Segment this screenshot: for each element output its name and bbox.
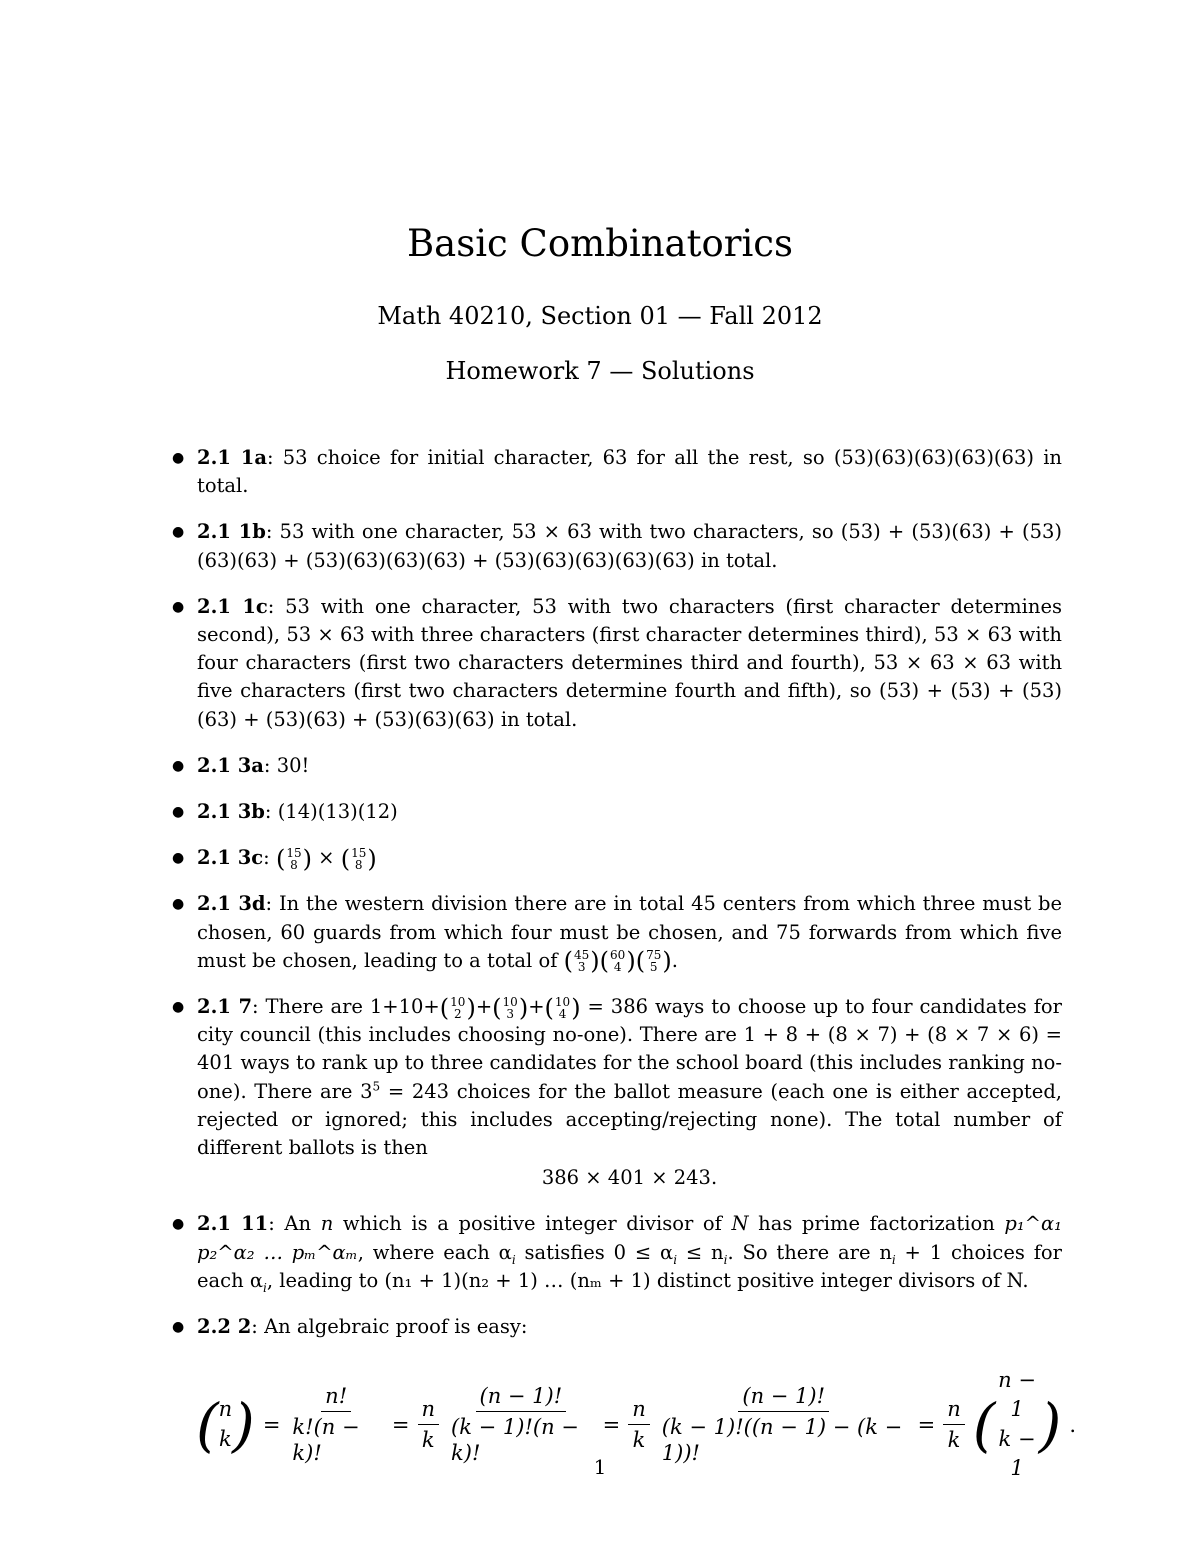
item-label: 2.1 1a <box>197 446 267 469</box>
bullet-icon: ● <box>172 1216 185 1233</box>
denominator: k <box>421 1428 435 1453</box>
exponent: 5 <box>372 1079 381 1094</box>
binom-bottom: 3 <box>577 960 586 975</box>
page-title: Basic Combinatorics <box>406 222 793 265</box>
equals-sign: = <box>602 1412 621 1437</box>
solution-item-3c <box>172 844 1062 872</box>
numerator: (n − 1)! <box>738 1383 829 1412</box>
item-label: 2.1 3a <box>197 753 264 777</box>
item-text: ≤ n <box>677 1240 724 1264</box>
binomial: ( 10 4 ) <box>544 993 581 1022</box>
binomial-lhs: ( n k ) <box>196 1390 255 1459</box>
solution-item-1b <box>172 518 1062 574</box>
binom-bottom: 2 <box>453 1006 462 1021</box>
page-number: 1 <box>593 1455 607 1479</box>
fraction <box>943 1396 965 1454</box>
item-text: : 30! <box>263 753 310 777</box>
numerator: n! <box>321 1383 351 1412</box>
binom-top: 10 <box>554 994 571 1009</box>
binom-top: 10 <box>450 994 466 1009</box>
item-text: : (14)(13)(12) <box>264 800 398 824</box>
item-text: : In the western division there are in total 45 centers from which three must be chosen, 60 guards from which four must be chosen, and 75 forwards from which five must be chosen, leading to a total of <box>197 892 1063 972</box>
math-var: n <box>320 1212 334 1236</box>
equation-end: . <box>1069 1412 1077 1437</box>
binom-top: n <box>218 1397 233 1422</box>
solutions-list <box>172 444 1062 1341</box>
binomial: ( 75 5 ) <box>635 947 672 976</box>
prime-factorization: p₁^α₁ p₂^α₂ … pₘ^αₘ <box>197 1212 1062 1264</box>
bullet-icon: ● <box>172 524 185 541</box>
bullet-icon: ● <box>172 757 185 774</box>
bullet-icon: ● <box>172 1319 185 1336</box>
binom-top: n − 1 <box>998 1368 1036 1422</box>
binomial-identity-equation <box>196 1366 1077 1481</box>
bullet-icon: ● <box>172 850 185 867</box>
item-label: 2.1 3c <box>197 846 264 870</box>
binomial: ( 15 8 ) <box>340 844 377 873</box>
binom-top: 15 <box>286 845 302 860</box>
bullet-icon: ● <box>172 450 185 466</box>
item-label: 2.1 1c <box>197 594 268 618</box>
item-label: 2.1 7 <box>197 995 253 1019</box>
binomial: ( 45 3 ) <box>563 947 600 976</box>
binom-bottom: k − 1 <box>998 1426 1036 1481</box>
bullet-icon: ● <box>172 999 185 1016</box>
solution-item-2-2 <box>172 1313 1062 1341</box>
binom-bottom: k <box>219 1426 232 1451</box>
binom-top: 45 <box>574 948 590 963</box>
denominator: k!(n − k)! <box>292 1415 360 1466</box>
item-label: 2.1 3b <box>197 800 265 824</box>
binom-top: 10 <box>502 994 518 1009</box>
item-text: has prime factorization <box>748 1212 1005 1236</box>
item-text: : 53 with one character, 53 with two characters (first character determines second), 53 × 63 with three characters (first character determines third), 53 × 63 with four characters (first two characters determines third and fourth), 53 × 63 × 63 with five characters (first two characters determine fourth and fifth), so (53) + (53) + (53)(63) + (53)(63) + (53)(63)(63) in total. <box>197 594 1062 731</box>
binom-top: 15 <box>351 845 367 860</box>
numerator: n <box>943 1396 965 1425</box>
binomial: ( 10 3 ) <box>492 993 529 1022</box>
solution-item-1a <box>172 444 1062 500</box>
numerator: n <box>628 1396 650 1425</box>
item-text: : 53 choice for initial character, 63 for all the rest, so (53)(63)(63)(63)(63) in total. <box>197 446 1062 498</box>
solution-item-11: ● 2.1 11: An n which is a positive integer divisor of N has prime factorization p₁^α₁ p₂^α₂ … pₘ^αₘ, where each $\alpha_i$ satisfies $0 \le \alpha_i \le n_i$. So there are $n_i + 1$ choices for each $\alpha_i$, leading to (n₁ + 1)(n₂ + 1) … (nₘ + 1) distinct positive integer divisors of N. <box>172 1212 1062 1295</box>
binom-top: 60 <box>610 948 626 963</box>
binomial-rhs: ( n − 1 k − 1 ) <box>973 1366 1062 1484</box>
binom-bottom: 5 <box>649 960 658 975</box>
binomial: ( 10 2 ) <box>439 993 476 1022</box>
item-text: : An algebraic proof is easy: <box>251 1315 528 1339</box>
binom-bottom: 3 <box>506 1006 514 1021</box>
binomial: ( 15 8 ) <box>275 844 312 873</box>
item-sep: : <box>263 846 270 870</box>
math-var: N <box>731 1212 749 1236</box>
bullet-icon: ● <box>172 896 185 913</box>
denominator: k <box>632 1428 646 1453</box>
numerator: n <box>418 1396 440 1425</box>
binom-bottom: 8 <box>354 857 363 872</box>
binom-bottom: 4 <box>613 960 622 975</box>
item-text: satisfies 0 ≤ α <box>515 1240 674 1264</box>
denominator: k <box>947 1428 961 1453</box>
binom-bottom: 8 <box>290 857 298 872</box>
bullet-icon: ● <box>172 598 185 615</box>
item-text: = 243 choices for the ballot measure (each one is either accepted, rejected or ignored; this includes accepting/rejecting none). The total number of different ballots is then <box>197 1079 1062 1160</box>
item-text: = 386 ways to choose up to four candidates for city council (this includes choosing no-one). There are 1 + 8 + (8 × 7) + (8 × 7 × 6) = 401 ways to rank up to three candidates for the school board (this includes ranking no-one). There are 3 <box>197 995 1062 1103</box>
item-text: + 1 choices for each α <box>197 1240 1062 1292</box>
solution-item-1c <box>172 593 1062 734</box>
solution-item-7: ● 2.1 7: There are 1+10+ ( 10 2 ) + ( 10 3 ) + ( 10 4 ) = 386 ways to choose up to four candidates for city council (this includes choosing no-one). There are 1 + 8 + (8 × 7) + (8 × 7 × 6) = 401 ways to rank up to three candidates for the school board (this includes ranking no-one). There are $3^5 = 243$ choices for the ballot measure (each one is either accepted, rejected or ignored; this includes accepting/rejecting none). The total number of different ballots is then 386 × 401 × 243. <box>172 993 1062 1192</box>
times-op: × <box>318 846 335 870</box>
item-text: , leading to (n₁ + 1)(n₂ + 1) … (nₘ + 1) distinct positive integer divisors of N. <box>266 1268 1029 1292</box>
binom-bottom: 4 <box>558 1006 567 1021</box>
bullet-icon: ● <box>172 804 185 821</box>
item-label: 2.1 1b <box>197 520 266 544</box>
item-text: : 53 with one character, 53 × 63 with two characters, so (53) + (53)(63) + (53)(63)(63) + (53)(63)(63)(63) + (53)(63)(63)(63)(63) in total. <box>197 520 1062 572</box>
equals-sign: = <box>262 1412 281 1437</box>
homework-subtitle: Homework 7 — Solutions <box>445 357 755 385</box>
solution-item-3b <box>172 798 1062 826</box>
solution-item-3a <box>172 752 1062 780</box>
denominator: (k − 1)!((n − 1) − (k − 1))! <box>661 1415 903 1466</box>
equals-sign: = <box>917 1412 936 1437</box>
numerator: (n − 1)! <box>476 1383 567 1412</box>
binom-top: 75 <box>646 948 662 963</box>
equals-sign: = <box>391 1412 410 1437</box>
item-text: . So there are n <box>727 1240 892 1264</box>
item-label: 2.1 3d <box>197 892 266 916</box>
denominator: (k − 1)!(n − k)! <box>451 1415 579 1466</box>
item-text: , where each α <box>357 1240 512 1264</box>
fraction <box>628 1396 650 1454</box>
course-subtitle: Math 40210, Section 01 — Fall 2012 <box>377 302 823 330</box>
item-text: : An <box>268 1212 321 1236</box>
binomial: ( 60 4 ) <box>599 947 636 976</box>
solution-item-3d <box>172 890 1062 975</box>
item-label: 2.1 11 <box>197 1212 269 1236</box>
item-text: : There are 1+10+ <box>252 995 440 1019</box>
item-text: which is a positive integer divisor of <box>333 1212 732 1236</box>
fraction <box>418 1396 440 1454</box>
item-end: . <box>671 948 678 972</box>
display-equation: 386 × 401 × 243. <box>541 1166 718 1190</box>
item-label: 2.2 2 <box>197 1315 252 1339</box>
